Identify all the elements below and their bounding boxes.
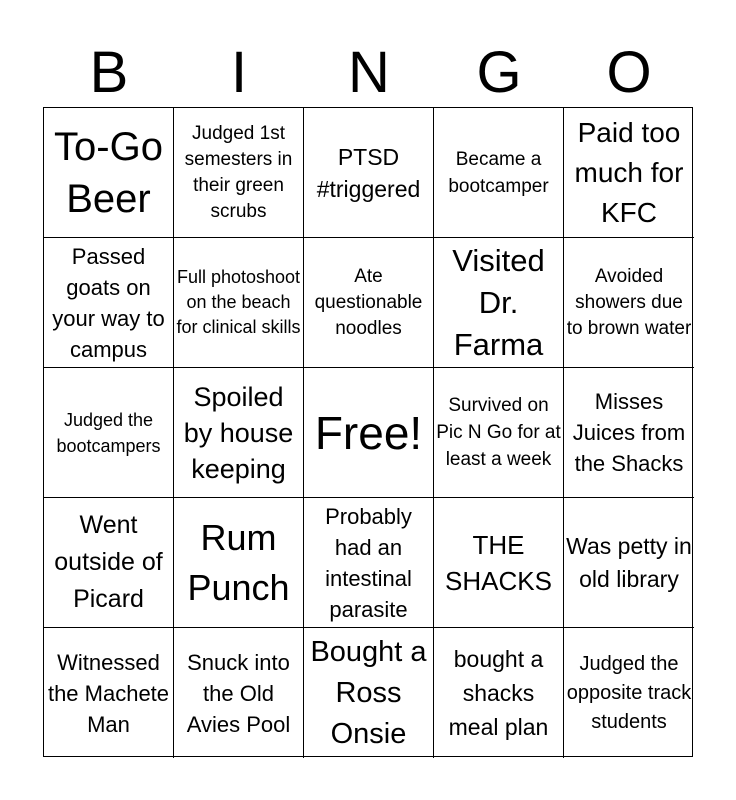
bingo-cell[interactable] <box>44 238 174 368</box>
header-letter-i: I <box>230 40 248 105</box>
cell-text: Went outside of Picard <box>54 511 163 613</box>
cell-text: Free! <box>314 406 423 459</box>
bingo-cell[interactable] <box>304 628 434 758</box>
bingo-cell[interactable] <box>564 498 694 628</box>
header-letter-g: G <box>476 40 522 105</box>
cell-text: Judged 1st semesters in their green scrubs <box>184 122 293 222</box>
cell-text: Judged the bootcampers <box>56 409 161 456</box>
bingo-cell[interactable] <box>564 238 694 368</box>
bingo-grid <box>43 107 693 757</box>
cell-text: Spoiled by house keeping <box>183 381 294 484</box>
cell-text: Witnessed the Machete Man <box>47 649 170 737</box>
bingo-cell[interactable] <box>564 108 694 238</box>
bingo-cell[interactable] <box>434 628 564 758</box>
cell-text: Visited Dr. Farma <box>452 242 545 362</box>
cell-text: To-Go Beer <box>54 124 163 221</box>
bingo-cell[interactable] <box>174 238 304 368</box>
cell-text: Full photoshoot on the beach for clinical skills <box>176 267 301 337</box>
bingo-cell[interactable] <box>44 628 174 758</box>
bingo-cell[interactable] <box>564 368 694 498</box>
cell-text: Bought a Ross Onsie <box>310 635 427 750</box>
bingo-cell[interactable] <box>434 368 564 498</box>
bingo-cell[interactable] <box>44 368 174 498</box>
bingo-cell[interactable] <box>174 108 304 238</box>
bingo-cell[interactable] <box>304 238 434 368</box>
cell-text: Passed goats on your way to campus <box>52 243 165 362</box>
bingo-cell[interactable] <box>44 108 174 238</box>
bingo-cell[interactable] <box>304 368 434 498</box>
header-letter-n: N <box>348 40 390 105</box>
cell-text: Rum Punch <box>187 516 290 608</box>
bingo-cell[interactable] <box>44 498 174 628</box>
bingo-cell[interactable] <box>174 628 304 758</box>
cell-text: Paid too much for KFC <box>574 116 684 228</box>
bingo-cell[interactable] <box>304 108 434 238</box>
cell-text: Misses Juices from the Shacks <box>572 389 686 476</box>
cell-text: PTSD #triggered <box>316 143 421 202</box>
cell-text: Judged the opposite track students <box>566 652 692 733</box>
header-letter-b: B <box>89 40 129 105</box>
cell-text: Survived on Pic N Go for at least a week <box>436 395 561 470</box>
cell-text: Avoided showers due to brown water <box>566 265 692 339</box>
cell-text: Ate questionable noodles <box>314 265 423 339</box>
cell-text: Probably had an intestinal parasite <box>325 503 412 622</box>
bingo-header <box>44 40 694 106</box>
cell-text: Became a bootcamper <box>448 148 549 197</box>
cell-text: Snuck into the Old Avies Pool <box>186 649 291 737</box>
bingo-cell[interactable] <box>564 628 694 758</box>
bingo-cell[interactable] <box>434 238 564 368</box>
bingo-cell[interactable] <box>434 498 564 628</box>
bingo-cell[interactable] <box>174 368 304 498</box>
cell-text: THE SHACKS <box>445 529 552 596</box>
bingo-cell[interactable] <box>174 498 304 628</box>
cell-text: bought a shacks meal plan <box>448 646 549 740</box>
cell-text: Was petty in old library <box>566 532 692 592</box>
header-letter-o: O <box>606 40 652 105</box>
bingo-cell[interactable] <box>304 498 434 628</box>
bingo-cell[interactable] <box>434 108 564 238</box>
